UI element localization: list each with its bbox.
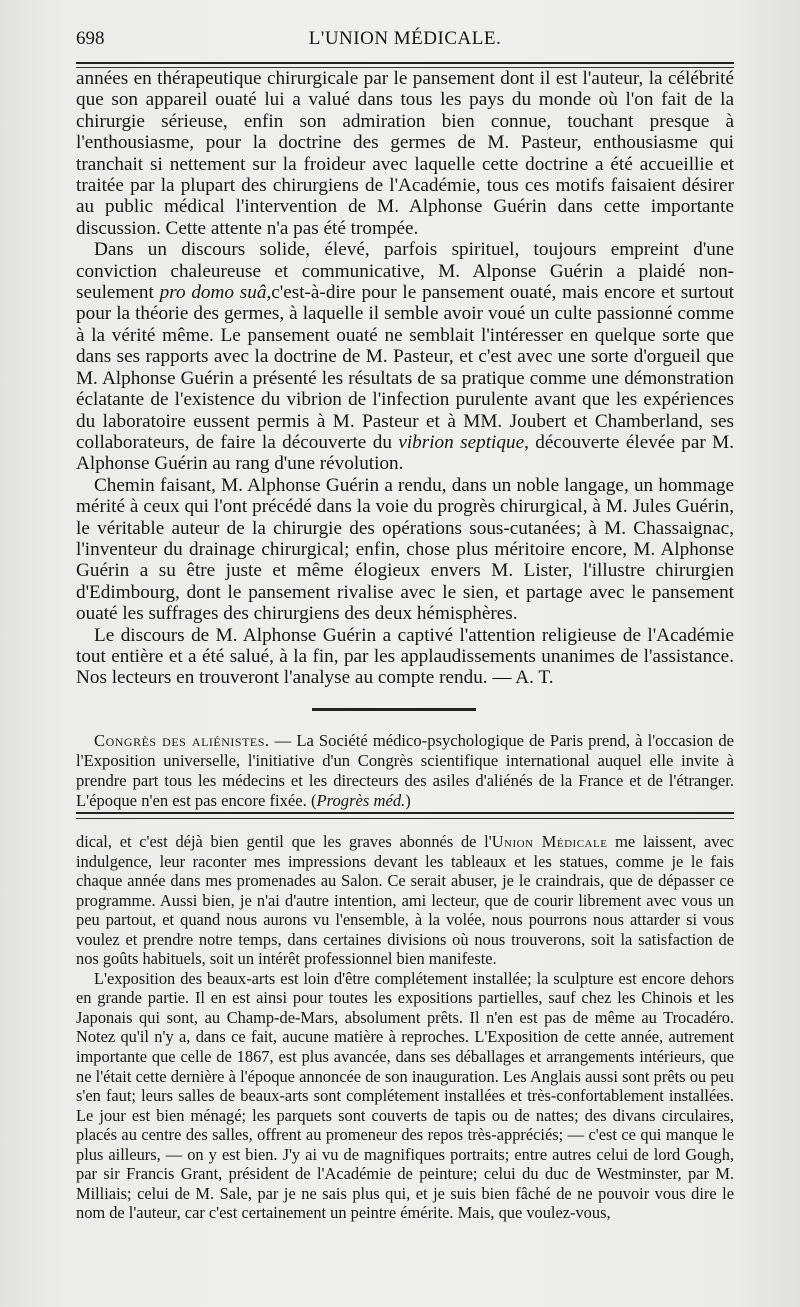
paragraph <box>76 832 734 969</box>
text-run: — La Société médico-psychologique de Paris prend, à l'occasion de l'Exposition universelle, l'initiative d'un Congrès scientifique international auquel elle invite à prendre part tous les médecins et les directeurs des asiles d'aliénés de la France et de l'étranger. L'époque n'en est pas encore fixée. ( <box>76 731 734 810</box>
notice-heading: Congrès des aliénistes. <box>94 731 270 750</box>
text-run: me laissent, avec indulgence, leur raconter mes impressions devant les tableaux et les statues, comme je le fais chaque année dans mes promenades au Salon. Ce serait abuser, je le craindrais, que de dépasser ce programme. Aussi bien, je n'ai d'autre intention, ami lecteur, que de courir librement avec vous un peu partout, et quand nous aurons vu l'ensemble, à la volée, nous pourrons nous attarder si vous voulez et prendre notre temps, dans certaines divisions où nous trouverons, soit la satisfaction de nos goûts habituels, soit un intérêt professionnel bien manifeste. <box>76 832 734 969</box>
section-separator <box>312 708 476 711</box>
news-notice <box>76 731 734 811</box>
page-header <box>76 28 734 54</box>
main-article <box>76 68 734 689</box>
italic-phrase: pro domo suâ <box>159 282 267 304</box>
header-rule <box>76 62 734 64</box>
paragraph: Chemin faisant, M. Alphonse Guérin a rendu, dans un noble langage, un hommage mérité à ceux qui l'ont précédé dans la voie du progrès chirurgical, à M. Jules Guérin, le véritable auteur de la chirurgie des opérations sous-cutanées; à M. Chassaignac, l'inventeur du drainage chirurgical; enfin, chose plus méritoire encore, M. Alphonse Guérin a su être juste et même élogieux envers M. Lister, l'illustre chirurgien d'Edimbourg, dont le pansement rivalise avec le sien, et partage avec le pansement ouaté les suffrages des chirurgiens des deux hémisphères. <box>76 474 734 625</box>
running-head: L'UNION MÉDICALE. <box>308 28 502 49</box>
text-run: ) <box>405 791 411 810</box>
text-run: Dans un discours solide, élevé, parfois spirituel, toujours empreint d'une conviction chaleureuse et communicative, M. Alponse Guérin a plaidé non-seulement <box>76 239 734 304</box>
paragraph <box>76 239 734 474</box>
paragraph <box>76 731 734 811</box>
feuilleton-column <box>76 832 734 1223</box>
italic-phrase: vibrion septique <box>398 431 525 453</box>
text-run: ,c'est-à-dire pour le pansement ouaté, mais encore et surtout pour la théorie des germes, à laquelle il semble avoir voué un culte passionné comme à la vérité même. Le pansement ouaté ne semblait l'intéresser en quelque sorte que dans ses rapports avec la doctrine de M. Pasteur, et c'est avec une sorte d'orgueil que M. Alphonse Guérin a présenté les résultats de sa pratique comme une démonstration éclatante de l'existence du vibrion de l'infection purulente avant que les expériences du laboratoire eussent permis à M. Pasteur et à MM. Joubert et Chamberland, ses collaborateurs, de faire la découverte du <box>76 282 734 453</box>
paragraph: L'exposition des beaux-arts est loin d'être complétement installée; la sculpture est encore dehors en grande partie. Il en est ainsi pour toutes les expositions partielles, sauf chez les Chinois et les Japonais qui sont, au Champ-de-Mars, absolument prêts. Il n'en est pas de même au Trocadéro. Notez qu'il n'y a, dans ce fait, aucune matière à reproches. L'Exposition de cette année, autrement importante que celle de 1867, est plus avancée, dans ses déballages et arrangements intérieurs, que ne l'était cette dernière à l'époque annoncée de son inauguration. Les Anglais aussi sont prêts ou peu s'en faut; leurs salles de beaux-arts sont complétement installées et très-confortablement installées. Le jour est bien ménagé; les parquets sont couverts de tapis ou de nattes; des divans circulaires, placés au centre des salles, offrent au promeneur des repos très-appréciés; — c'est ce qui manque le plus ailleurs, — on y est bien. J'y ai vu de magnifiques portraits; entre autres celui de lord Gough, par sir Francis Grant, président de l'Académie de peinture; celui du duc de Westminster, par M. Milliais; celui de M. Sale, par je ne sais plus qui, et je suis bien fâché de ne pouvoir vous dire le nom de l'auteur, car c'est certainement un peintre émérite. Mais, que voulez-vous, <box>76 968 734 1223</box>
paragraph: Le discours de M. Alphonse Guérin a captivé l'attention religieuse de l'Académie tout entière et a été salué, à la fin, par les applaudissements unanimes de l'assistance. Nos lecteurs en trouveront l'analyse au compte rendu. — A. T. <box>76 624 734 689</box>
journal-name: Union Médicale <box>491 832 608 851</box>
text-run: , découverte élevée par M. Alphonse Guérin au rang d'une révolution. <box>76 431 734 475</box>
paragraph: années en thérapeutique chirurgicale par le pansement dont il est l'auteur, la célébrité que son appareil ouaté lui a valué dans tous les pays du monde où l'on fait de la chirurgie sérieuse, enfin son admiration bien connue, touchant presque à l'enthousiasme, pour la doctrine des germes de M. Pasteur, enthousiasme qui tranchait si nettement sur la froideur avec laquelle cette doctrine a été accueillie et traitée par la plupart des chirurgiens de l'Académie, tous ces motifs faisaient désirer au public médical l'intervention de M. Alphonse Guérin dans cette importante discussion. Cette attente n'a pas été trompée. <box>76 68 734 239</box>
source-citation: Progrès méd. <box>316 791 406 810</box>
text-run: dical, et c'est déjà bien gentil que les graves abonnés de l' <box>76 832 492 851</box>
page-number: 698 <box>76 28 105 49</box>
feuilleton-rule-thin <box>76 818 734 819</box>
feuilleton-rule <box>76 812 734 814</box>
